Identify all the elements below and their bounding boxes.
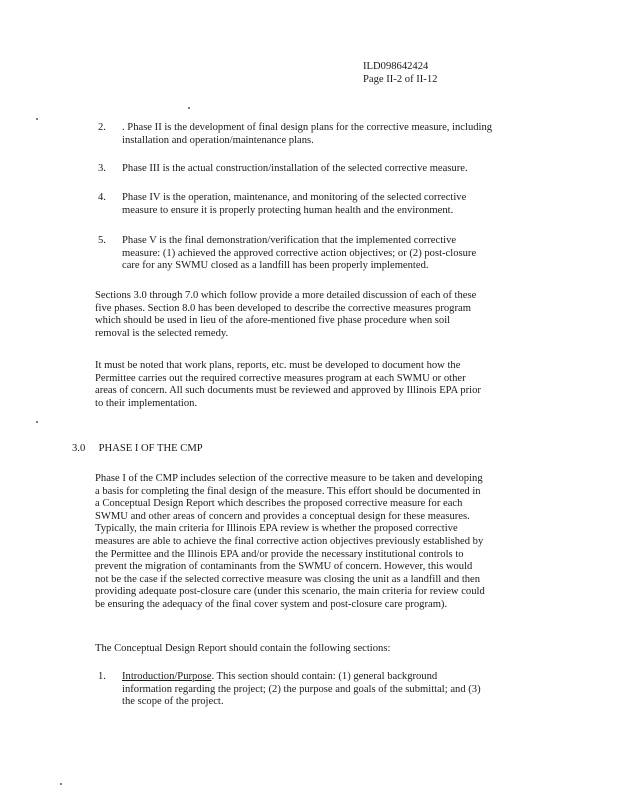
paragraph-line: five phases. Section 8.0 has been developed to describe the corrective measures program xyxy=(95,302,471,314)
list-item-number: 3. xyxy=(98,163,106,174)
list-item-line: Phase IV is the operation, maintenance, and monitoring of the selected corrective xyxy=(122,192,467,203)
list-item-line: care for any SWMU closed as a landfill has been properly implemented. xyxy=(122,260,429,272)
list-item-number: 5. xyxy=(98,235,106,246)
list-item-line: Phase V is the final demonstration/verification that the implemented corrective xyxy=(122,235,457,246)
list-item-line: the scope of the project. xyxy=(122,696,224,708)
paragraph-line: providing adequate post-closure care (under this scenario, the main criteria for review could xyxy=(95,586,485,598)
list-item-line: information regarding the project; (2) the purpose and goals of the submittal; and (3) xyxy=(122,683,481,695)
paragraph-line: a Conceptual Design Report which describes the proposed corrective measure for each xyxy=(95,498,463,510)
list-item-line: installation and operation/maintenance plans. xyxy=(122,134,314,146)
paragraph-line: prevent the migration of contaminants from the SWMU of concern. However, this would xyxy=(95,561,473,573)
paragraph-line: be ensuring the adequacy of the final cover system and post-closure care program). xyxy=(95,598,448,610)
list-item-number: 4. xyxy=(98,192,106,203)
page-header xyxy=(363,60,563,86)
list-item-heading: Introduction/Purpose xyxy=(122,671,212,682)
list-item-number: 1. xyxy=(98,671,106,682)
paragraph-line: the Permittee and the Illinois EPA and/or provide the necessary institutional controls to xyxy=(95,548,464,560)
paragraph-line: Sections 3.0 through 7.0 which follow provide a more detailed discussion of each of these xyxy=(95,290,477,301)
list-item-line: Phase III is the actual construction/installation of the selected corrective measure. xyxy=(122,163,468,174)
paragraph xyxy=(95,290,557,340)
paragraph-line: removal is the selected remedy. xyxy=(95,327,229,339)
paragraph xyxy=(95,643,557,656)
paragraph-line: areas of concern. All such documents must be reviewed and approved by Illinois EPA prior xyxy=(95,385,481,397)
paragraph xyxy=(95,360,557,410)
section-heading xyxy=(72,443,203,456)
paragraph-line: a basis for completing the final design of the measure. This effort should be documented in xyxy=(95,485,481,497)
paragraph-line: which should be used in lieu of the afore-mentioned five phase procedure when soil xyxy=(95,315,451,327)
section-number: 3.0 xyxy=(72,443,86,454)
list-item-line: measure to ensure it is properly protecting human health and the environment. xyxy=(122,204,454,216)
scan-speck xyxy=(60,783,62,785)
paragraph-line: to their implementation. xyxy=(95,397,198,409)
paragraph xyxy=(95,473,557,612)
scan-speck xyxy=(36,421,38,423)
paragraph-line: Permittee carries out the required corrective measures program at each SWMU or other xyxy=(95,372,466,384)
paragraph-line: SWMU and other areas of concern and provides a conceptual design for these measures. xyxy=(95,510,470,522)
list-item-line: . Phase II is the development of final design plans for the corrective measure, including xyxy=(122,122,493,133)
list-item-number: 2. xyxy=(98,122,106,133)
paragraph-line: measures are able to achieve the final corrective action objectives previously established by xyxy=(95,535,484,547)
paragraph-line: It must be noted that work plans, reports, etc. must be developed to document how the xyxy=(95,360,461,371)
document-id: ILD098642424 xyxy=(363,61,429,72)
scan-speck xyxy=(36,118,38,120)
paragraph-line: The Conceptual Design Report should contain the following sections: xyxy=(95,643,391,654)
section-title: PHASE I OF THE CMP xyxy=(98,443,203,454)
list-item-line: measure: (1) achieved the approved corrective action objectives; or (2) post-closure xyxy=(122,247,477,259)
paragraph-line: not be the case if the selected corrective measure was closing the unit as a landfill and then xyxy=(95,573,481,585)
list-item-line: . This section should contain: (1) general background xyxy=(211,671,438,682)
page-number: Page II-2 of II-12 xyxy=(363,74,438,85)
paragraph-line: Typically, the main criteria for Illinois EPA review is whether the proposed corrective xyxy=(95,523,458,535)
scan-speck xyxy=(188,107,190,109)
paragraph-line: Phase I of the CMP includes selection of the corrective measure to be taken and developing xyxy=(95,473,483,484)
